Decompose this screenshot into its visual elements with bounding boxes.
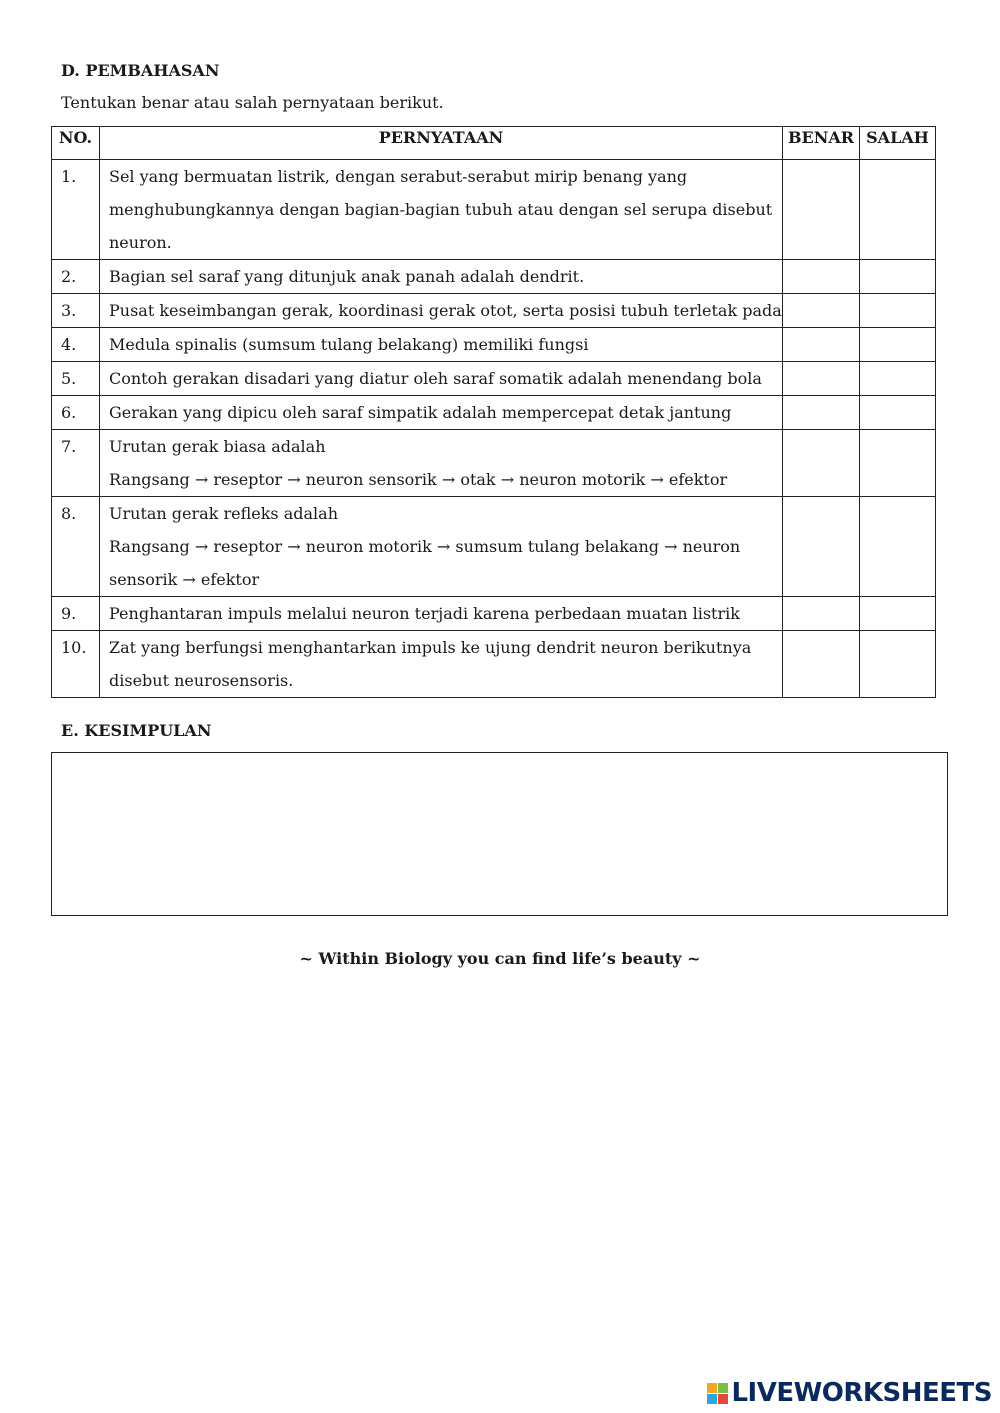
- table-row: [52, 294, 936, 328]
- row-statement: [100, 631, 783, 698]
- statement-line: Urutan gerak refleks adalah: [109, 504, 339, 523]
- false-answer-cell[interactable]: [860, 597, 936, 631]
- brand-logo-square: [718, 1383, 728, 1393]
- statement-line: Urutan gerak biasa adalah: [109, 437, 326, 456]
- section-d-title: D. PEMBAHASAN: [61, 61, 220, 80]
- header-no: NO.: [52, 127, 100, 160]
- false-answer-cell[interactable]: [860, 160, 936, 260]
- row-statement: [100, 396, 783, 430]
- row-number: 10.: [52, 631, 100, 698]
- row-number: 6.: [52, 396, 100, 430]
- statement-line: menghubungkannya dengan bagian-bagian tubuh atau dengan sel serupa disebut: [109, 200, 773, 219]
- brand-logo-square: [718, 1394, 728, 1404]
- table-row: [52, 631, 936, 698]
- table-row: [52, 430, 936, 497]
- false-answer-cell[interactable]: [860, 430, 936, 497]
- row-number: 8.: [52, 497, 100, 597]
- false-answer-cell[interactable]: [860, 328, 936, 362]
- false-answer-cell[interactable]: [860, 294, 936, 328]
- false-answer-cell[interactable]: [860, 362, 936, 396]
- table-row: [52, 362, 936, 396]
- brand-logo-square: [707, 1394, 717, 1404]
- true-answer-cell[interactable]: [783, 294, 860, 328]
- row-statement: [100, 294, 783, 328]
- brand-logo-square: [707, 1383, 717, 1393]
- table-row: [52, 396, 936, 430]
- true-answer-cell[interactable]: [783, 597, 860, 631]
- statement-line: Pusat keseimbangan gerak, koordinasi gerak otot, serta posisi tubuh terletak pada: [109, 301, 782, 320]
- instruction-text: Tentukan benar atau salah pernyataan berikut.: [61, 93, 444, 112]
- header-false: SALAH: [860, 127, 936, 160]
- true-answer-cell[interactable]: [783, 631, 860, 698]
- table-header-row: [52, 127, 936, 160]
- row-number: 9.: [52, 597, 100, 631]
- true-answer-cell[interactable]: [783, 260, 860, 294]
- row-number: 7.: [52, 430, 100, 497]
- statement-line: Gerakan yang dipicu oleh saraf simpatik adalah mempercepat detak jantung: [109, 403, 732, 422]
- true-answer-cell[interactable]: [783, 160, 860, 260]
- statement-line: Sel yang bermuatan listrik, dengan serabut-serabut mirip benang yang: [109, 167, 688, 186]
- statement-line: Rangsang → reseptor → neuron sensorik → otak → neuron motorik → efektor: [109, 470, 728, 489]
- header-statement: PERNYATAAN: [100, 127, 783, 160]
- row-statement: [100, 430, 783, 497]
- brand-logo: [707, 1383, 728, 1404]
- row-number: 5.: [52, 362, 100, 396]
- row-number: 1.: [52, 160, 100, 260]
- table-row: [52, 260, 936, 294]
- row-statement: [100, 328, 783, 362]
- true-answer-cell[interactable]: [783, 396, 860, 430]
- true-answer-cell[interactable]: [783, 362, 860, 396]
- statements-table: [51, 126, 936, 698]
- row-number: 4.: [52, 328, 100, 362]
- true-answer-cell[interactable]: [783, 430, 860, 497]
- table-row: [52, 497, 936, 597]
- conclusion-answer-box[interactable]: [51, 752, 948, 916]
- row-statement: [100, 497, 783, 597]
- true-answer-cell[interactable]: [783, 497, 860, 597]
- true-answer-cell[interactable]: [783, 328, 860, 362]
- row-statement: [100, 260, 783, 294]
- false-answer-cell[interactable]: [860, 497, 936, 597]
- statement-line: sensorik → efektor: [109, 570, 260, 589]
- statement-line: Medula spinalis (sumsum tulang belakang) memiliki fungsi: [109, 335, 589, 354]
- statement-line: disebut neurosensoris.: [109, 671, 294, 690]
- false-answer-cell[interactable]: [860, 631, 936, 698]
- row-number: 3.: [52, 294, 100, 328]
- false-answer-cell[interactable]: [860, 396, 936, 430]
- statement-line: Rangsang → reseptor → neuron motorik → sumsum tulang belakang → neuron: [109, 537, 741, 556]
- section-e-title: E. KESIMPULAN: [61, 721, 212, 740]
- brand-text: LIVEWORKSHEETS: [731, 1378, 992, 1408]
- statement-line: Bagian sel saraf yang ditunjuk anak panah adalah dendrit.: [109, 267, 585, 286]
- row-statement: [100, 160, 783, 260]
- row-number: 2.: [52, 260, 100, 294]
- statement-line: Zat yang berfungsi menghantarkan impuls ke ujung dendrit neuron berikutnya: [109, 638, 752, 657]
- statement-line: Contoh gerakan disadari yang diatur oleh saraf somatik adalah menendang bola: [109, 369, 762, 388]
- false-answer-cell[interactable]: [860, 260, 936, 294]
- table-row: [52, 328, 936, 362]
- row-statement: [100, 597, 783, 631]
- statement-line: neuron.: [109, 233, 172, 252]
- brand-watermark: [707, 1376, 992, 1410]
- table-row: [52, 160, 936, 260]
- statement-line: Penghantaran impuls melalui neuron terjadi karena perbedaan muatan listrik: [109, 604, 740, 623]
- header-true: BENAR: [783, 127, 860, 160]
- footer-quote: ~ Within Biology you can find life’s beauty ~: [299, 949, 701, 968]
- row-statement: [100, 362, 783, 396]
- table-row: [52, 597, 936, 631]
